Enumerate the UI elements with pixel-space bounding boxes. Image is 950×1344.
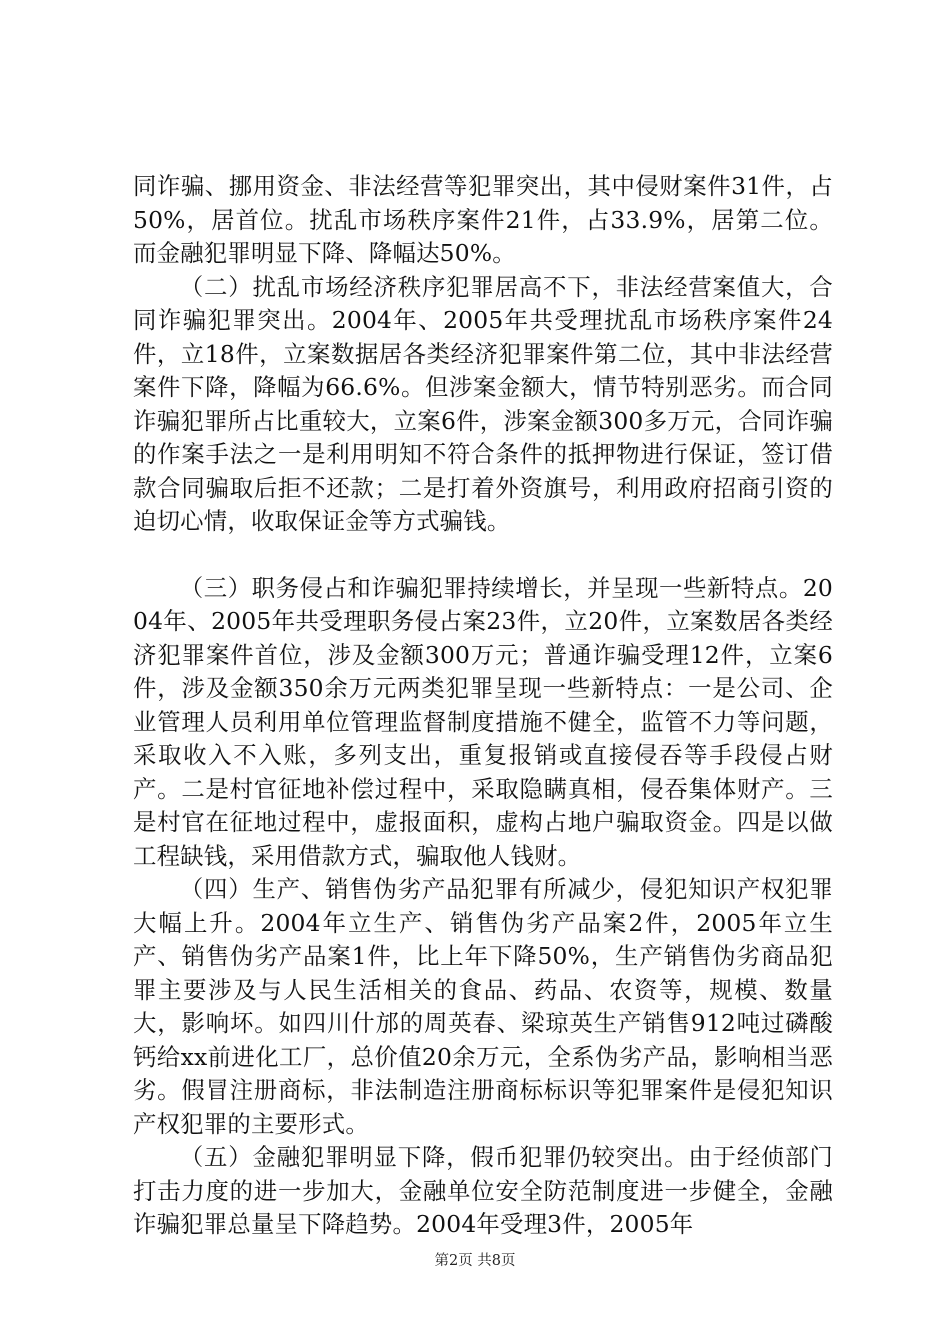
paragraph-section-2: （二）扰乱市场经济秩序犯罪居高不下，非法经营案值大，合同诈骗犯罪突出。2004年、2005年共受理扰乱市场秩序案件24件，立18件，立案数据居各类经济犯罪案件第二位，其中非法经营案件下降，降幅为66.6%。但涉案金额大，情节特别恶劣。而合同诈骗犯罪所占比重较大，立案6件，涉案金额300多万元，合同诈骗的作案手法之一是利用明知不符合条件的抵押物进行保证，签订借款合同骗取后拒不还款；二是打着外资旗号，利用政府招商引资的迫切心情，收取保证金等方式骗钱。 [133,272,833,535]
document-body [133,170,833,1242]
paragraph-section-3: （三）职务侵占和诈骗犯罪持续增长，并呈现一些新特点。2004年、2005年共受理职务侵占案23件，立20件，立案数居各类经济犯罪案件首位，涉及金额300万元；普通诈骗受理12件，立案6件，涉及金额350余万元两类犯罪呈现一些新特点：一是公司、企业管理人员利用单位管理监督制度措施不健全，监管不力等问题，采取收入不入账，多列支出，重复报销或直接侵吞等手段侵占财产。二是村官征地补偿过程中，采取隐瞒真相，侵吞集体财产。三是村官在征地过程中，虚报面积，虚构占地户骗取资金。四是以做工程缺钱，采用借款方式，骗取他人钱财。 [133,573,833,870]
paragraph-section-5: （五）金融犯罪明显下降，假币犯罪仍较突出。由于经侦部门打击力度的进一步加大，金融单位安全防范制度进一步健全，金融诈骗犯罪总量呈下降趋势。2004年受理3件，2005年 [133,1143,833,1238]
paragraph-section-4: （四）生产、销售伪劣产品犯罪有所减少，侵犯知识产权犯罪大幅上升。2004年立生产、销售伪劣产品案2件，2005年立生产、销售伪劣产品案1件，比上年下降50%，生产销售伪劣商品犯罪主要涉及与人民生活相关的食品、药品、农资等，规模、数量大，影响坏。如四川什邡的周英春、梁琼英生产销售912吨过磷酸钙给xx前进化工厂，总价值20余万元，全系伪劣产品，影响相当恶劣。假冒注册商标，非法制造注册商标标识等犯罪案件是侵犯知识产权犯罪的主要形式。 [133,875,833,1138]
paragraph-continuation: 同诈骗、挪用资金、非法经营等犯罪突出，其中侵财案件31件，占50%，居首位。扰乱市场秩序案件21件，占33.9%，居第二位。而金融犯罪明显下降、降幅达50%。 [133,172,833,267]
paragraph-spacer [133,539,833,572]
page-number-footer: 第2页 共8页 [434,1253,516,1269]
